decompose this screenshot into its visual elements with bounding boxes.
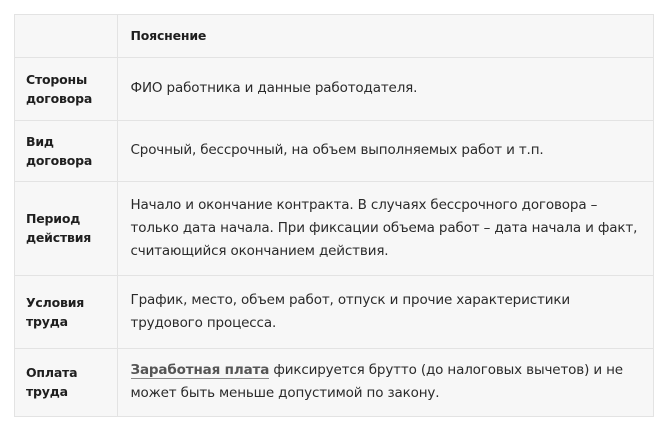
row-label: Условия труда: [15, 275, 117, 348]
row-label: Вид договора: [15, 120, 117, 181]
table-row: [15, 348, 653, 416]
row-value: Начало и окончание контракта. В случаях бессрочного договора – только дата начала. При фиксации объема работ – дата начала и факт, считающийся окончанием действия.: [117, 181, 653, 275]
row-value: Срочный, бессрочный, на объем выполняемых работ и т.п.: [117, 120, 653, 181]
table-row: [15, 181, 653, 275]
table-header-row: [15, 15, 653, 57]
header-cell-empty: [15, 15, 117, 57]
row-label: Период действия: [15, 181, 117, 275]
row-value: ФИО работника и данные работодателя.: [117, 57, 653, 120]
table-row: [15, 57, 653, 120]
header-cell-explanation: Пояснение: [117, 15, 653, 57]
table-row: [15, 275, 653, 348]
row-label: Стороны договора: [15, 57, 117, 120]
row-label: Оплата труда: [15, 348, 117, 416]
table-row: [15, 120, 653, 181]
row-value: График, место, объем работ, отпуск и прочие характеристики трудового процесса.: [117, 275, 653, 348]
explanation-table: [14, 14, 654, 417]
row-value: [117, 348, 653, 416]
salary-link[interactable]: Заработная плата: [130, 362, 270, 379]
table: [15, 15, 653, 416]
row-value-text: фиксируется брутто (до налоговых вычетов) и не может быть меньше допустимой по закону.: [130, 362, 623, 402]
